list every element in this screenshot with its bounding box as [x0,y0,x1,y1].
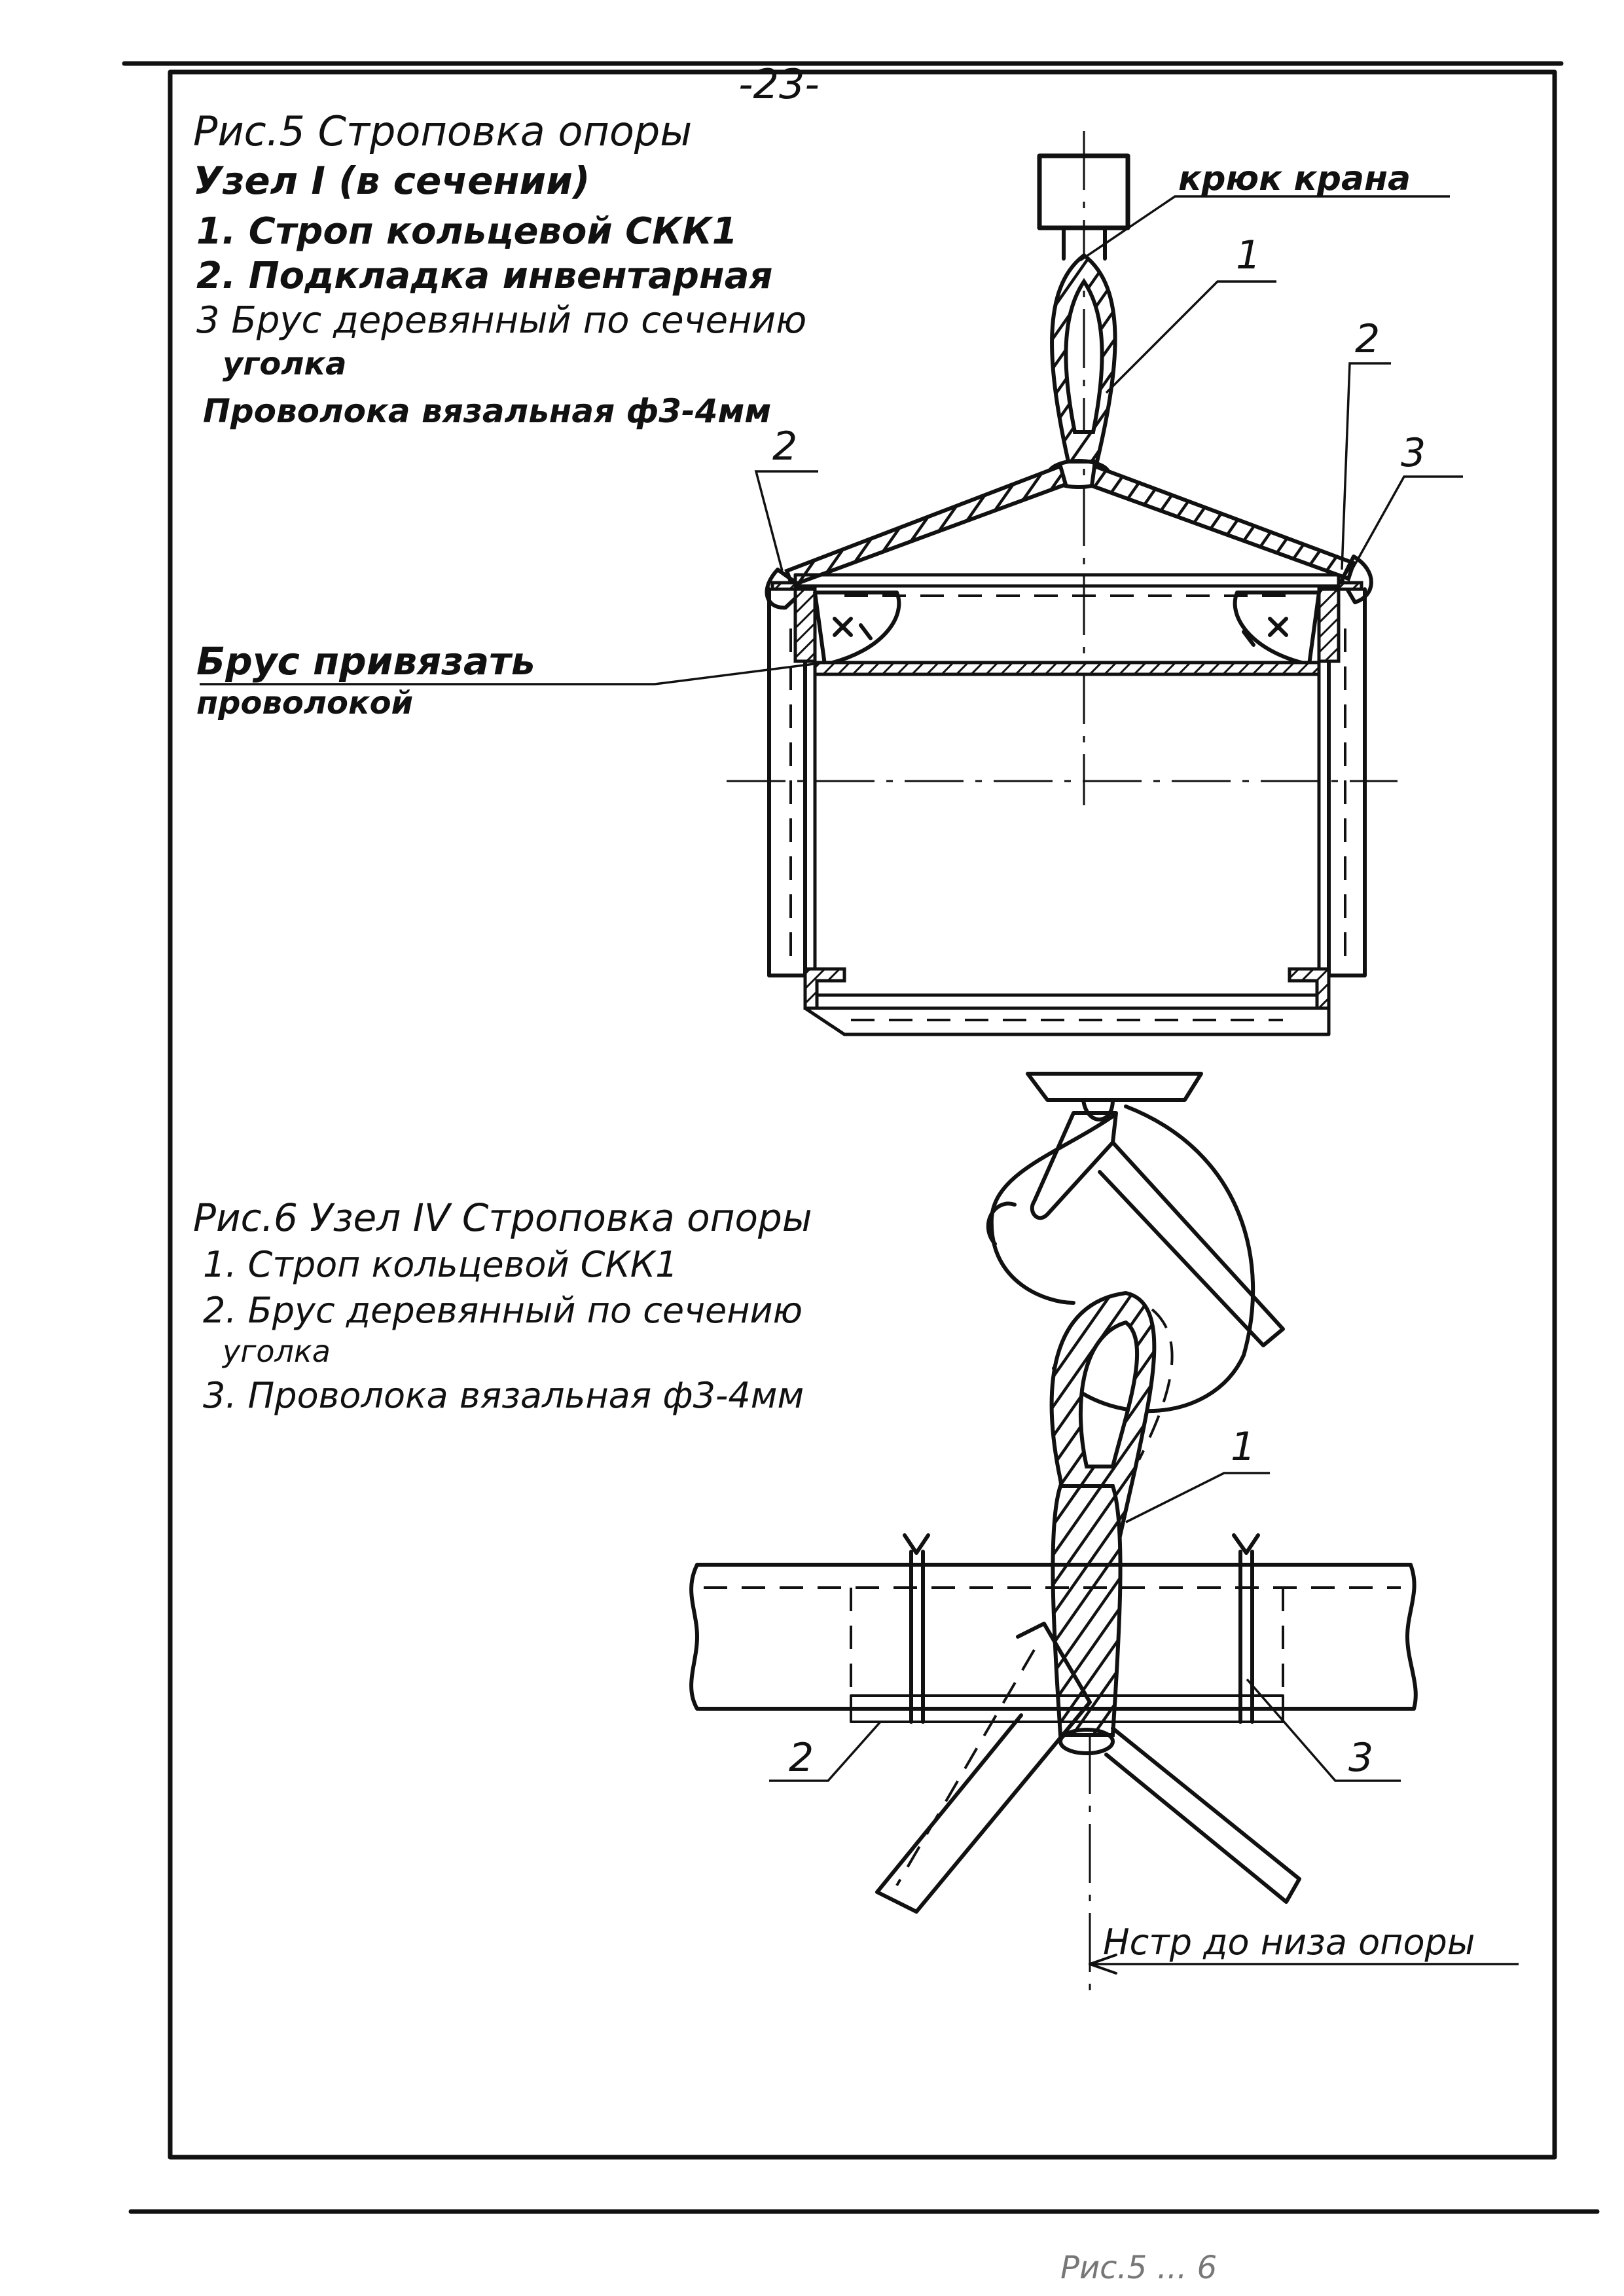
fig5-legend [193,107,806,430]
fig6-callout-2: 2 [789,1735,814,1781]
fig5-callout-2-right: 2 [1355,316,1380,362]
fig6-callout-1: 1 [1231,1424,1256,1470]
fig5-title: Рис.5 Строповка опоры [193,107,693,155]
fig5-callout-1: 1 [1236,232,1261,278]
fig5-item-3: 3 Брус деревянный по сечению [196,299,807,342]
hook-block-fig6 [1028,1074,1201,1100]
fig5-drawing [727,131,1398,1034]
sling-leg-right [1092,466,1354,579]
fig5-item-1: 1. Строп кольцевой СКК1 [196,210,738,253]
fig6-title: Рис.6 Узел IV Строповка опоры [193,1195,812,1240]
fig5-item-2: 2. Подкладка инвентарная [196,255,773,297]
fig6-legend [193,1195,812,1416]
fig6-item-2: 2. Брус деревянный по сечению [203,1290,803,1331]
fig5-item-3-cont: уголка [223,346,347,382]
fig6-item-2-cont: уголка [223,1334,331,1369]
fig6-callouts [769,1424,1519,1973]
beam-note-line2: проволокой [196,685,414,721]
sheet-frame [124,64,1597,2212]
fig5-subtitle: Узел I (в сечении) [193,158,590,203]
beam-note-line1: Брус привязать [196,639,535,683]
wooden-beam-left [815,592,899,665]
hook-label: крюк крана [1178,159,1411,198]
fig6-item-1: 1. Строп кольцевой СКК1 [203,1244,678,1285]
page-number: -23- [738,60,820,108]
fig6-item-3: 3. Проволока вязальная ф3-4мм [203,1375,804,1416]
hook-latch [1032,1113,1116,1218]
fig5-item-wire: Проволока вязальная ф3-4мм [203,392,772,430]
sling-leg-left [787,466,1066,585]
footer-stamp: Рис.5 ... 6 [1060,2250,1218,2286]
dimension-note: Нстр до низа опоры [1103,1922,1475,1963]
fig5-callout-2-left: 2 [772,424,798,469]
fig5-callout-3: 3 [1401,430,1426,476]
fig6-callout-3: 3 [1348,1735,1374,1781]
